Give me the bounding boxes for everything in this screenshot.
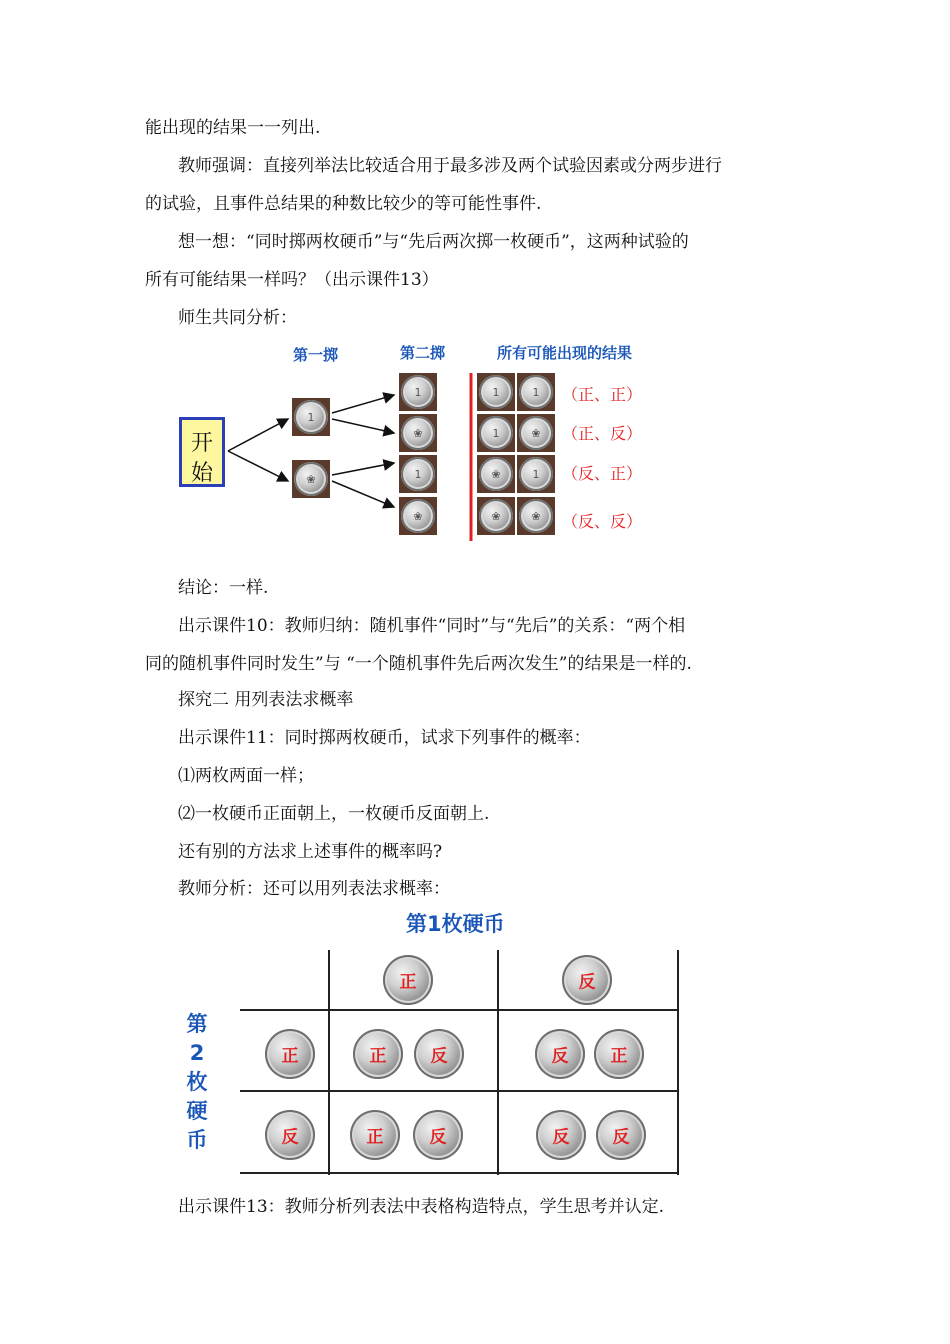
paragraph-line: 师生共同分析：: [178, 308, 297, 328]
paragraph-line: 同的随机事件同时发生”与 “一个随机事件先后两次发生”的结果是一样的.: [145, 654, 692, 674]
coin-heads: 1: [477, 373, 515, 411]
paragraph-line: 所有可能结果一样吗？（出示课件13）: [145, 270, 439, 290]
row-title-char: 2: [189, 1041, 205, 1065]
tree-diagram: [170, 335, 670, 545]
paragraph-line: ⑴两枚两面一样；: [178, 766, 314, 786]
paragraph-line: 能出现的结果一一列出.: [145, 118, 321, 138]
outcome-label: （反、正）: [562, 464, 643, 483]
coin-tails: 反: [596, 1110, 646, 1160]
coin-tails: 反: [562, 955, 612, 1005]
row-title-char: 枚: [186, 1070, 208, 1094]
coin-heads: 正: [594, 1029, 644, 1079]
coin-heads: 正: [265, 1029, 315, 1079]
paragraph-line: ⑵一枚硬币正面朝上，一枚硬币反面朝上.: [178, 804, 490, 824]
column-title: 第1枚硬币: [406, 912, 505, 936]
paragraph-line: 教师强调：直接列举法比较适合用于最多涉及两个试验因素或分两步进行: [178, 156, 722, 176]
coin-tails: ❀: [517, 414, 555, 452]
coin-heads: 1: [477, 414, 515, 452]
coin-heads: 正: [353, 1029, 403, 1079]
paragraph-line: 出示课件13：教师分析列表法中表格构造特点，学生思考并认定.: [178, 1197, 665, 1217]
coin-heads: 1: [517, 373, 555, 411]
coin-tails: 反: [535, 1029, 585, 1079]
table-diagram: [170, 905, 690, 1180]
coin-tails: ❀: [292, 460, 330, 498]
paragraph-line: 想一想：“同时掷两枚硬币”与“先后两次掷一枚硬币”，这两种试验的: [178, 232, 689, 252]
coin-heads: 正: [383, 955, 433, 1005]
paragraph-line: 的试验，且事件总结果的种数比较少的等可能性事件.: [145, 194, 542, 214]
coin-heads: 1: [399, 373, 437, 411]
paragraph-line: 出示课件11：同时掷两枚硬币，试求下列事件的概率：: [178, 728, 591, 748]
paragraph-line: 教师分析：还可以用列表法求概率：: [178, 879, 450, 899]
header-second-throw: 第二掷: [400, 344, 446, 362]
coin-tails: ❀: [399, 497, 437, 535]
outcome-label: （正、反）: [562, 424, 643, 443]
start-label-2: 始: [190, 461, 213, 486]
paragraph-line: 结论：一样.: [178, 578, 269, 598]
paragraph-line: 还有别的方法求上述事件的概率吗?: [178, 842, 443, 862]
coin-heads: 1: [399, 455, 437, 493]
coin-tails: ❀: [517, 497, 555, 535]
coin-tails: 反: [414, 1029, 464, 1079]
row-title-char: 第: [186, 1012, 208, 1036]
coin-tails: 反: [413, 1110, 463, 1160]
row-title-char: 硬: [186, 1099, 208, 1123]
coin-heads: 1: [292, 398, 330, 436]
paragraph-line: 探究二 用列表法求概率: [178, 690, 354, 710]
row-title-char: 币: [186, 1128, 208, 1152]
coin-heads: 1: [517, 455, 555, 493]
start-label-1: 开: [190, 431, 213, 456]
header-all-results: 所有可能出现的结果: [497, 344, 633, 362]
outcome-label: （反、反）: [562, 512, 643, 531]
outcome-label: （正、正）: [562, 385, 643, 404]
coin-tails: ❀: [399, 414, 437, 452]
coin-heads: 正: [350, 1110, 400, 1160]
coin-tails: ❀: [477, 455, 515, 493]
coin-tails: ❀: [477, 497, 515, 535]
header-first-throw: 第一掷: [293, 346, 339, 364]
coin-tails: 反: [536, 1110, 586, 1160]
paragraph-line: 出示课件10：教师归纳：随机事件“同时”与“先后”的关系：“两个相: [178, 616, 686, 636]
coin-tails: 反: [265, 1110, 315, 1160]
